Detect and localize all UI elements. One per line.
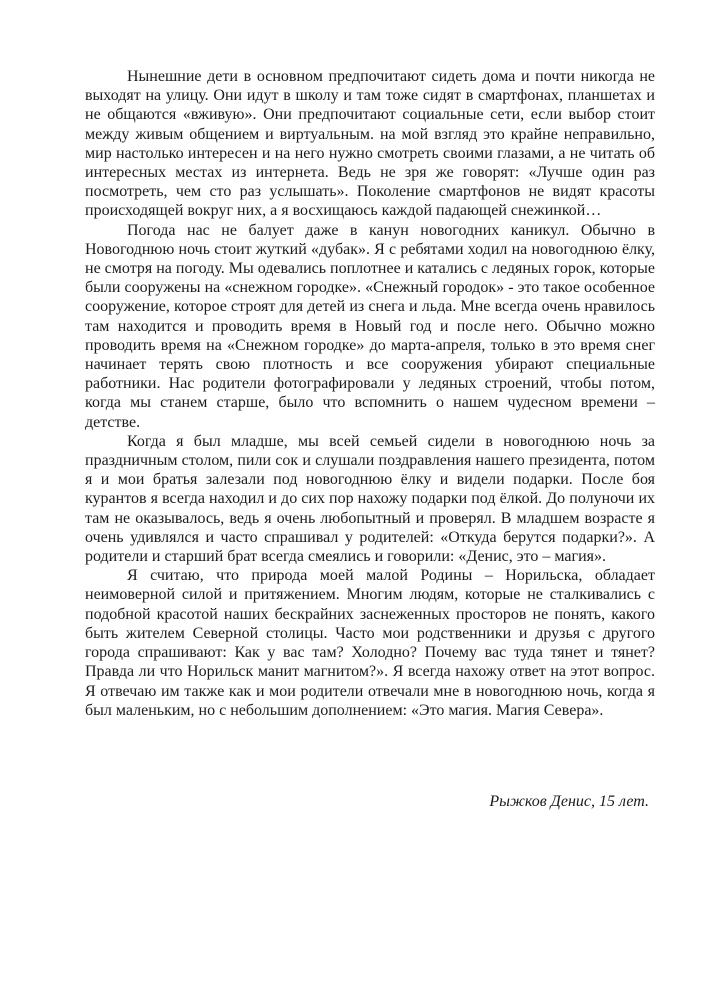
document-body	[85, 67, 655, 811]
paragraph-2: Погода нас не балует даже в канун новогодних каникул. Обычно в Новогоднюю ночь стоит жуткий «дубак». Я с ребятами ходил на новогоднюю ёлку, не смотря на погоду. Мы одевались поплотнее и катались с ледяных горок, которые были сооружены на «снежном городке». «Снежный городок» - это такое особенное сооружение, которое строят для детей из снега и льда. Мне всегда очень нравилось там находится и проводить время в Новый год и после него. Обычно можно проводить время на «Снежном городке» до марта-апреля, только в это время снег начинает терять свою плотность и все сооружения убирают специальные работники. Нас родители фотографировали у ледяных строений, чтобы потом, когда мы станем старше, было что вспомнить о нашем чудесном времени – детстве.	[85, 221, 655, 431]
paragraph-1: Нынешние дети в основном предпочитают сидеть дома и почти никогда не выходят на улицу. Они идут в школу и там тоже сидят в смартфонах, планшетах и не общаются «вживую». Они предпочитают социальные сети, если выбор стоит между живым общением и виртуальным. на мой взгляд это крайне неправильно, мир настолько интересен и на него нужно смотреть своими глазами, а не читать об интересных местах из интернета. Ведь не зря же говорят: «Лучше один раз посмотреть, чем сто раз услышать». Поколение смартфонов не видят красоты происходящей вокруг них, а я восхищаюсь каждой падающей снежинкой…	[85, 68, 655, 220]
paragraph-4: Я считаю, что природа моей малой Родины – Норильска, обладает неимоверной силой и притяжением. Многим людям, которые не сталкивались с подобной красотой наших бескрайних заснеженных просторов не понять, какого быть жителем Северной столицы. Часто мои родственники и друзья с другого города спрашивают: Как у вас там? Холодно? Почему вас туда тянет и тянет? Правда ли что Норильск манит магнитом?». Я всегда нахожу ответ на этот вопрос. Я отвечаю им также как и мои родители отвечали мне в новогоднюю ночь, когда я был маленьким, но с небольшим дополнением: «Это магия. Магия Севера».	[85, 567, 655, 719]
signature: Рыжков Денис, 15 лет.	[489, 792, 649, 810]
paragraph-3: Когда я был младше, мы всей семьей сидели в новогоднюю ночь за праздничным столом, пили сок и слушали поздравления нашего президента, потом я и мои братья залезали под новогоднюю ёлку и видели подарки. После боя курантов я всегда находил и до сих пор нахожу подарки под ёлкой. До полуночи их там не оказывалось, ведь я очень любопытный и проверял. В младшем возрасте я очень удивлялся и часто спрашивал у родителей: «Откуда берутся подарки?». А родители и старший брат всегда смеялись и говорили: «Денис, это – магия».	[85, 432, 655, 566]
